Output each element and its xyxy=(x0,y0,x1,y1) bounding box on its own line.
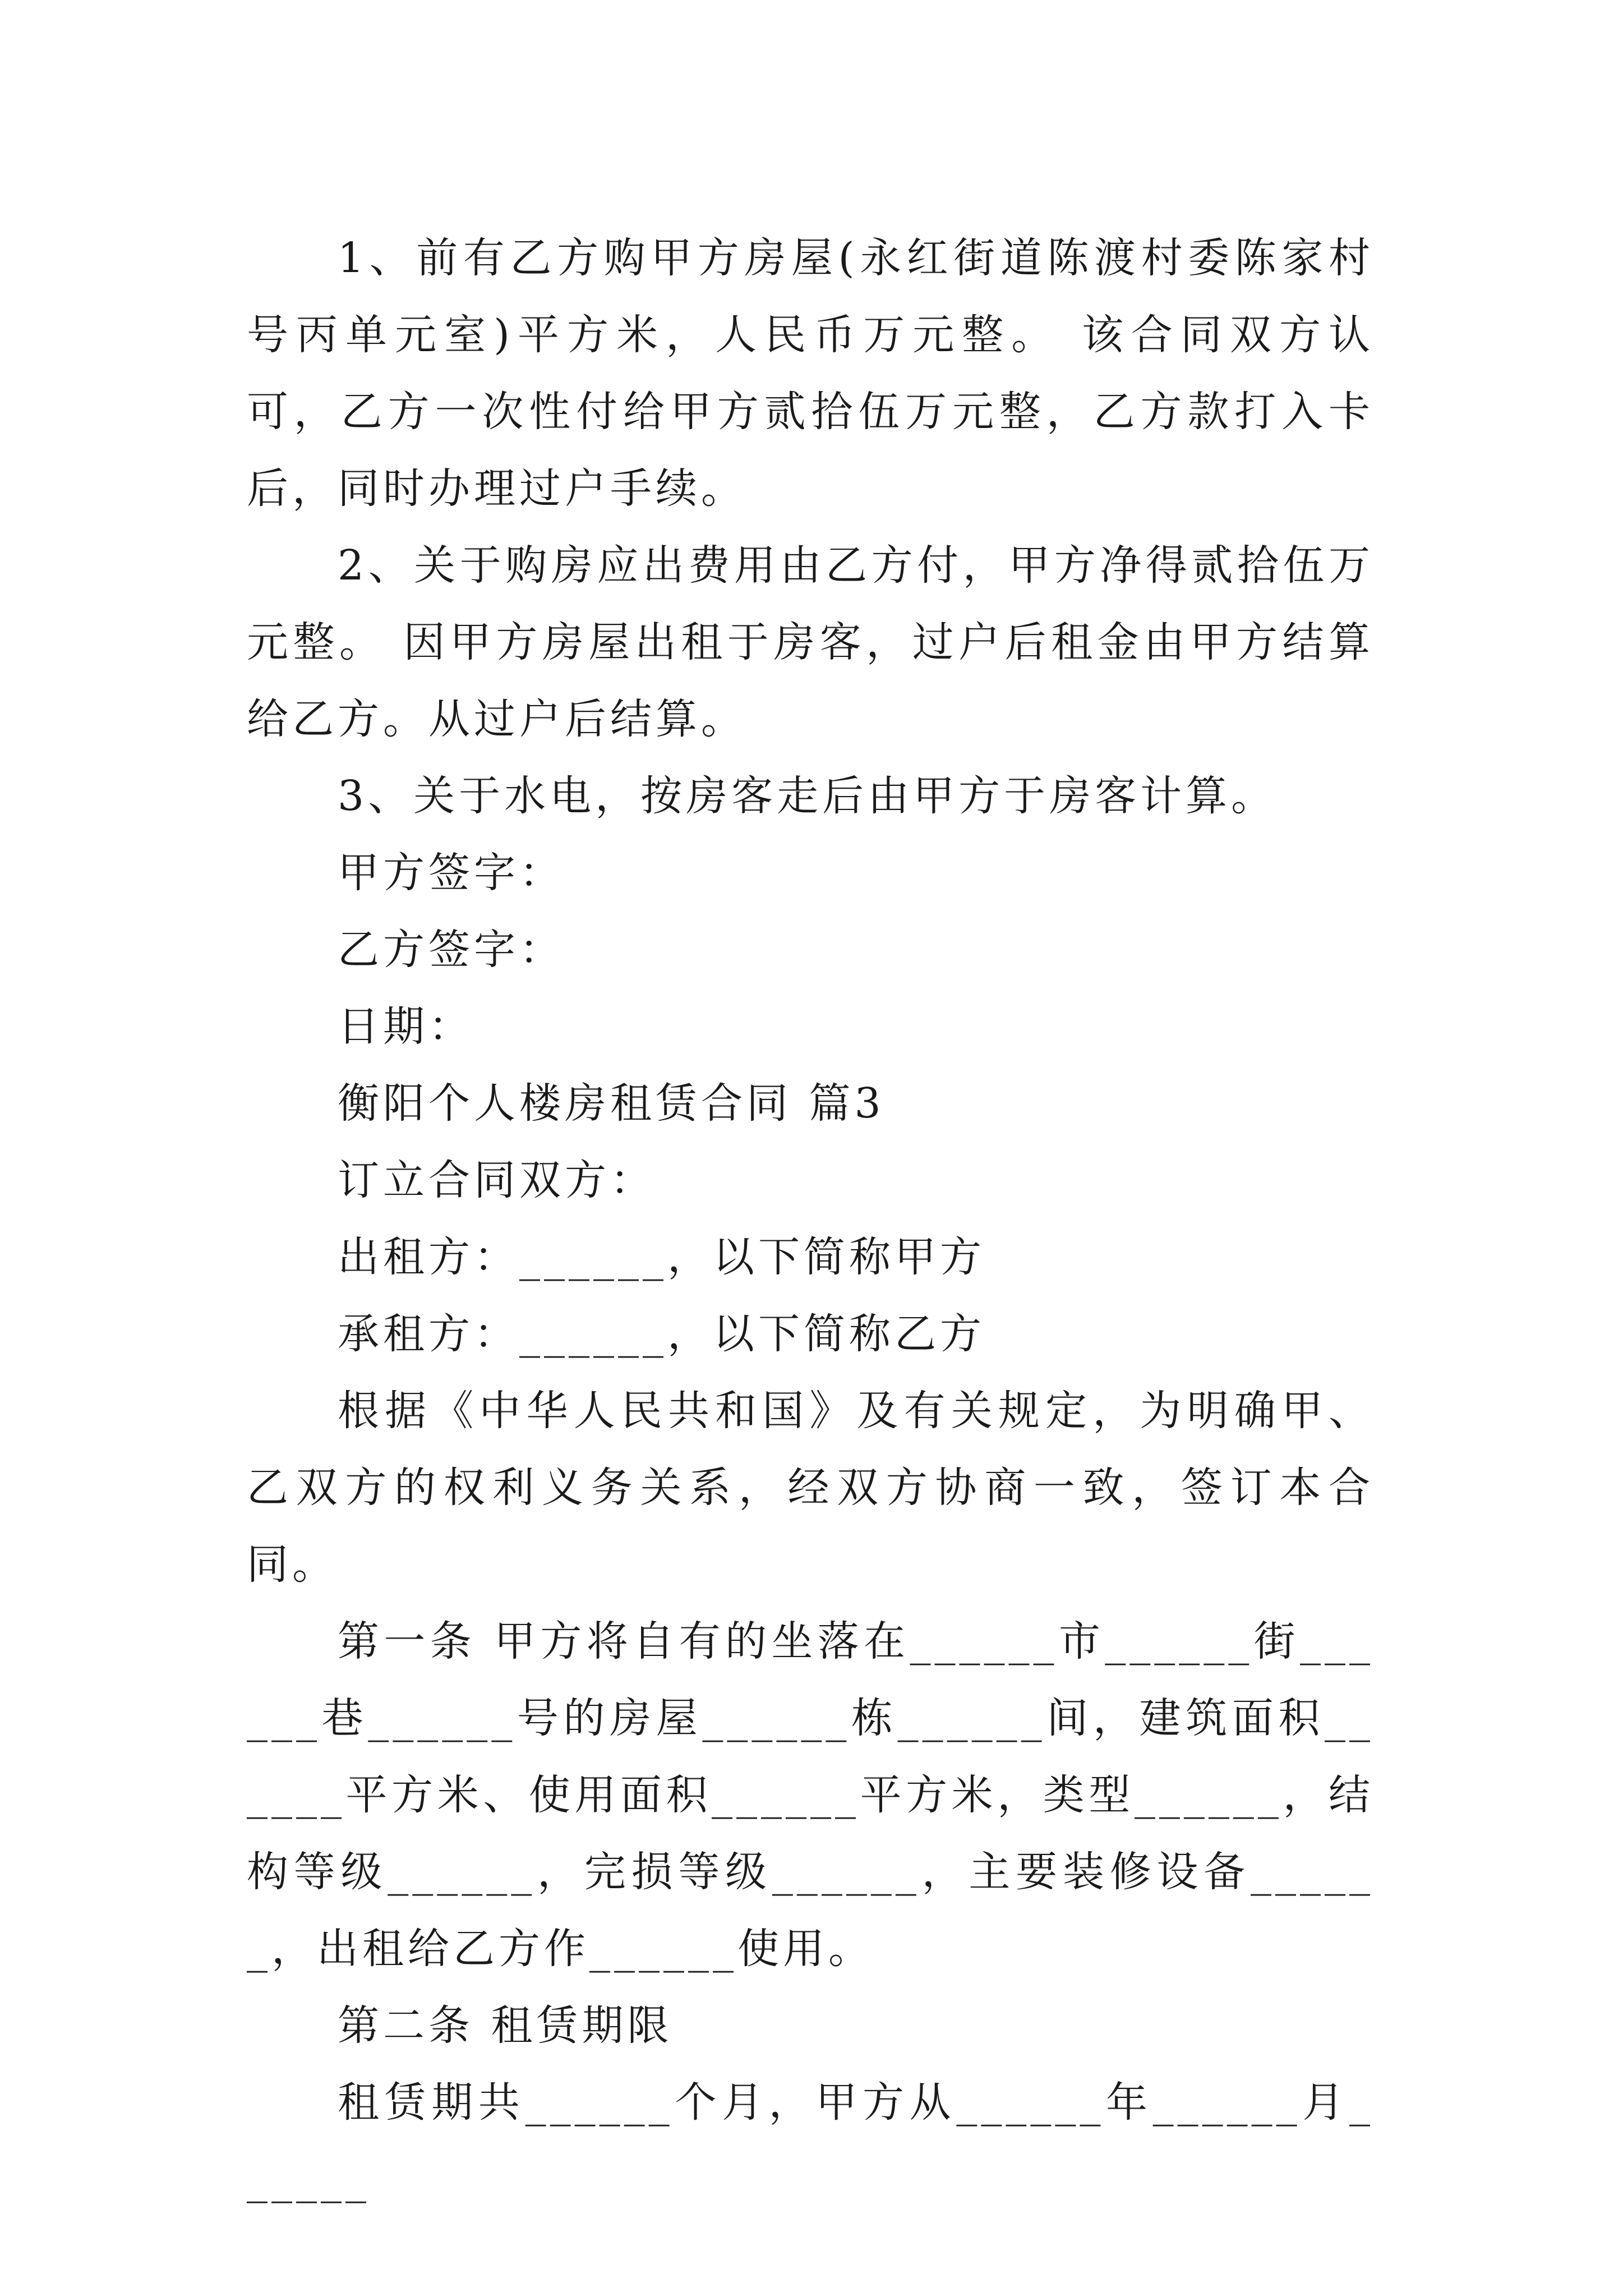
paragraph-clause-3: 3、关于水电，按房客走后由甲方于房客计算。 xyxy=(338,772,1277,820)
lessor-line: 出租方：______，以下简称甲方 xyxy=(338,1233,985,1281)
paragraph-clause-2: 2、关于购房应出费用由乙方付，甲方净得贰拾伍万元整。 因甲方房屋出租于房客，过户后租金由甲方结算给乙方。从过户后结算。 xyxy=(247,541,1374,743)
article-2-heading: 第二条 租赁期限 xyxy=(338,2001,673,2050)
preamble-paragraph: 根据《中华人民共和国》及有关规定，为明确甲、乙双方的权利义务关系，经双方协商一致，签订本合同。 xyxy=(247,1387,1374,1589)
contract-title: 衡阳个人楼房租赁合同 篇3 xyxy=(338,1079,885,1128)
lessee-line: 承租方：______，以下简称乙方 xyxy=(338,1310,985,1358)
contract-parties-heading: 订立合同双方： xyxy=(338,1156,656,1204)
party-b-signature-line: 乙方签字： xyxy=(338,926,565,974)
lease-term-paragraph: 租赁期共______个月，甲方从______年______月______ xyxy=(247,2078,1374,2203)
article-1-paragraph: 第一条 甲方将自有的坐落在______市______街______巷______号的房屋______栋______间，建筑面积______平方米、使用面积______平方米，类型______，结构等级______，完损等级______，主要装修设备______，出租给乙方作______使用。 xyxy=(247,1617,1374,1973)
document-body xyxy=(247,220,1374,2218)
date-line: 日期： xyxy=(338,1002,474,1051)
paragraph-clause-1: 1、前有乙方购甲方房屋(永红街道陈渡村委陈家村号丙单元室)平方米，人民币万元整。 该合同双方认可，乙方一次性付给甲方贰拾伍万元整，乙方款打入卡后，同时办理过户手续。 xyxy=(247,234,1374,513)
party-a-signature-line: 甲方签字： xyxy=(338,849,565,897)
